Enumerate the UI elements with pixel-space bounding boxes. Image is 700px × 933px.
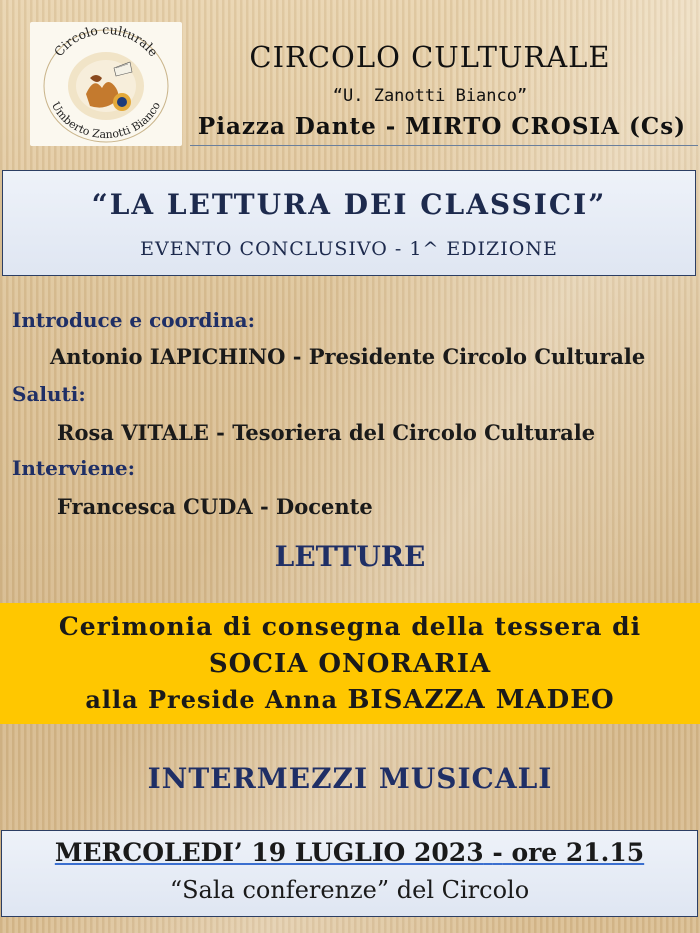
header-divider xyxy=(190,145,698,146)
program-label-introduce: Introduce e coordina: xyxy=(12,308,255,332)
event-title: “LA LETTURA DEI CLASSICI” xyxy=(91,188,607,221)
circolo-logo xyxy=(30,22,182,146)
logo-emblem xyxy=(30,22,182,146)
organization-subtitle: “U. Zanotti Bianco” xyxy=(332,86,528,106)
ceremony-banner xyxy=(0,603,700,724)
event-time: ore 21.15 xyxy=(511,838,645,867)
program-person-saluti: Rosa VITALE - Tesoriera del Circolo Culturale xyxy=(57,420,596,445)
logo-ring-text-bottom: Umberto Zanotti Bianco xyxy=(48,99,164,142)
ceremony-line-3 xyxy=(0,685,700,715)
event-date: MERCOLEDI’ 19 LUGLIO 2023 xyxy=(54,838,484,867)
ceremony-line-1: Cerimonia di consegna della tessera di xyxy=(58,612,642,641)
ceremony-honoree-name: BISAZZA MADEO xyxy=(347,685,615,715)
event-title-box xyxy=(2,170,696,276)
program-person-introduce: Antonio IAPICHINO - Presidente Circolo Culturale xyxy=(50,344,646,369)
date-place-box xyxy=(1,830,698,917)
program-label-interviene: Interviene: xyxy=(12,456,135,480)
ceremony-line-2: SOCIA ONORARIA xyxy=(208,649,492,679)
intermezzi-heading: INTERMEZZI MUSICALI xyxy=(147,762,553,795)
logo-ring-text-top: Circolo culturale xyxy=(50,22,162,60)
datetime-separator: - xyxy=(492,838,503,867)
organization-address: Piazza Dante - MIRTO CROSIA (Cs) xyxy=(197,113,687,140)
program-person-interviene: Francesca CUDA - Docente xyxy=(57,494,373,519)
event-datetime xyxy=(2,838,697,867)
event-subtitle: EVENTO CONCLUSIVO - 1^ EDIZIONE xyxy=(140,238,558,260)
letture-heading: LETTURE xyxy=(274,540,426,573)
event-place: “Sala conferenze” del Circolo xyxy=(169,876,530,904)
program-label-saluti: Saluti: xyxy=(12,382,86,406)
ceremony-line-3-prefix: alla Preside Anna xyxy=(85,685,339,714)
organization-title: CIRCOLO CULTURALE xyxy=(249,40,611,74)
